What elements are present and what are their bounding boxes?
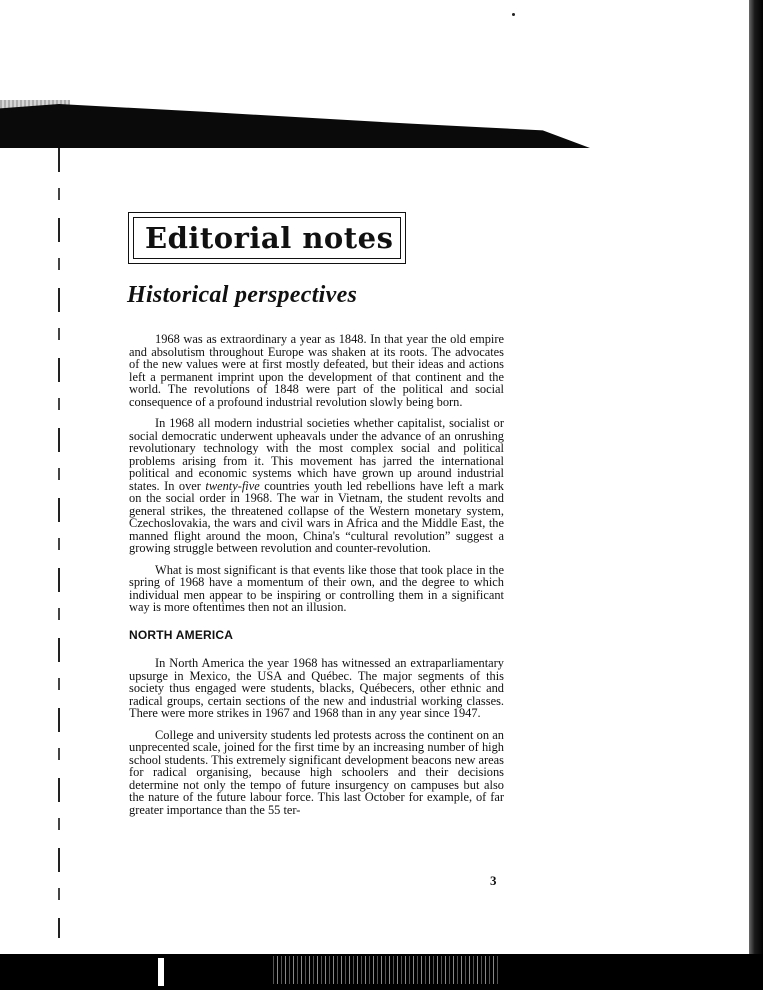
paragraph-4: In North America the year 1968 has witnessed an extraparliamentary upsurge in Mexico, the USA and Québec. The major segments of this society thus engaged were students, blacks, Québecers, other ethnic and radical groups, certain sections of the new and industrial working classes. There were more strikes in 1967 and 1968 than in any year since 1947. <box>129 656 504 720</box>
paragraph-2-text-a: In 1968 all modern industrial societies whether capitalist, socialist or social democratic underwent upheavals under the advance of an onrushing revolutionary technology with the most complex social and political problems arising from it. This movement has jarred the international political and economic systems which have grown up around industrial states. In over <box>129 416 504 493</box>
scan-artifact-top-band <box>0 104 590 148</box>
paragraph-2-text-b: countries youth led rebellions have left a mark on the social order in 1968. The war in Vietnam, the student revolts and general strikes, the threatened collapse of the Western monetary system, Czechoslovakia, the wars and civil wars in Africa and the Middle East, the manned flight around the moon, China's “cultural revolution” suggest a growing struggle between revolution and counter-revolution. <box>129 478 504 555</box>
paragraph-2 <box>129 417 504 555</box>
article-body <box>129 333 504 825</box>
page-number: 3 <box>490 873 497 888</box>
scan-artifact-right-edge <box>749 0 763 990</box>
page-title: Editorial notes <box>145 221 394 255</box>
scan-artifact-bottom-stripes <box>270 956 500 984</box>
scan-artifact-bottom-gap <box>158 958 164 986</box>
article-subtitle: Historical perspectives <box>127 282 358 308</box>
paragraph-5: College and university students led protests across the continent on an unprecented scale, joined for the first time by an increasing number of high school students. This extremely significant development beacons new areas for radical organising, because high schoolers and their decisions determine not only the tempo of future insurgency on campuses but also the nature of the future labour force. This last October for example, of far greater importance than the 55 ter- <box>129 727 504 817</box>
title-box <box>128 212 406 264</box>
paragraph-1: 1968 was as extraordinary a year as 1848. In that year the old empire and absolutism throughout Europe was shaken at its roots. The advocates of the new values were at first mostly defeated, but their ideas and actions left a permanent imprint upon the development of that continent and the world. The revolutions of 1848 were part of the political and social consequence of a profound industrial revolution slowly being born. <box>129 332 504 409</box>
paragraph-2-emphasis: twenty-five <box>205 478 260 493</box>
scan-artifact-left-edge <box>58 148 60 938</box>
scan-speck <box>512 13 515 16</box>
paragraph-3: What is most significant is that events like those that took place in the spring of 1968 have a momentum of their own, and the degree to which individual men appear to be inspiring or controlling them in a significant way is more oftentimes then not an illusion. <box>129 562 504 614</box>
section-heading: NORTH AMERICA <box>129 627 234 642</box>
